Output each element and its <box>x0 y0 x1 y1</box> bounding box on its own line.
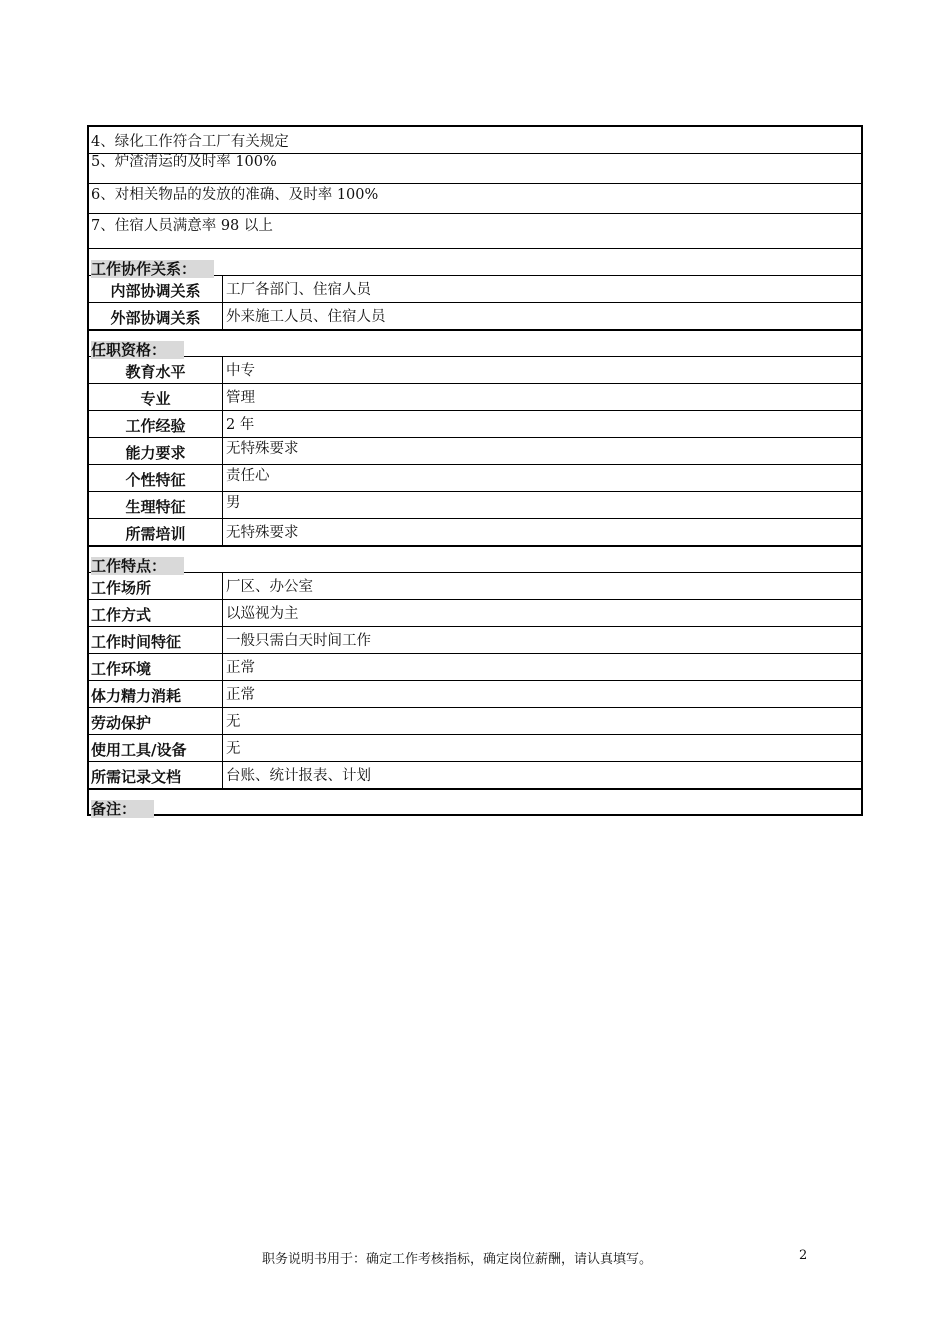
field-label: 专业 <box>89 384 223 410</box>
duty-row <box>89 127 861 153</box>
table-row <box>89 437 861 464</box>
field-value: 工厂各部门、住宿人员 <box>226 282 371 298</box>
field-label: 使用工具/设备 <box>89 735 223 761</box>
field-value: 无 <box>226 741 241 757</box>
field-value: 厂区、办公室 <box>226 579 313 595</box>
table-row <box>89 464 861 491</box>
field-value: 管理 <box>226 390 255 406</box>
duty-text: 7、住宿人员满意率 98 以上 <box>91 218 273 234</box>
field-label: 工作场所 <box>89 573 223 599</box>
duty-row <box>89 213 861 248</box>
table-row <box>89 410 861 437</box>
field-value: 正常 <box>226 660 255 676</box>
field-label: 劳动保护 <box>89 708 223 734</box>
table-row <box>89 275 861 302</box>
table-row <box>89 599 861 626</box>
field-value: 一般只需白天时间工作 <box>226 633 371 649</box>
field-label: 教育水平 <box>89 357 223 383</box>
field-value: 无特殊要求 <box>226 525 299 541</box>
table-row <box>89 761 861 788</box>
table-row <box>89 491 861 518</box>
table-row <box>89 653 861 680</box>
field-label: 外部协调关系 <box>89 303 223 329</box>
field-label: 内部协调关系 <box>89 276 223 302</box>
table-row <box>89 356 861 383</box>
section-title: 备注： <box>91 800 154 818</box>
section-header-qualifications <box>89 329 861 359</box>
field-value: 男 <box>226 495 241 511</box>
job-description-table <box>87 125 863 816</box>
table-row <box>89 572 861 599</box>
field-value: 无特殊要求 <box>226 441 299 457</box>
section-header-remarks <box>89 788 861 818</box>
section-header-characteristics <box>89 545 861 575</box>
field-value: 无 <box>226 714 241 730</box>
field-label: 所需培训 <box>89 519 223 545</box>
field-value: 以巡视为主 <box>226 606 299 622</box>
duty-row <box>89 153 861 183</box>
table-row <box>89 680 861 707</box>
table-row <box>89 707 861 734</box>
page-number: 2 <box>799 1248 808 1263</box>
field-label: 生理特征 <box>89 492 223 518</box>
section-title: 工作特点： <box>91 557 184 575</box>
duty-text: 4、绿化工作符合工厂有关规定 <box>91 134 289 150</box>
field-value: 外来施工人员、住宿人员 <box>226 309 386 325</box>
field-label: 能力要求 <box>89 438 223 464</box>
duty-text: 5、炉渣清运的及时率 100% <box>91 154 277 170</box>
field-label: 工作方式 <box>89 600 223 626</box>
field-label: 体力精力消耗 <box>89 681 223 707</box>
section-title: 工作协作关系： <box>91 260 214 278</box>
field-label: 工作环境 <box>89 654 223 680</box>
table-row <box>89 626 861 653</box>
table-row <box>89 518 861 545</box>
field-value: 2 年 <box>226 417 255 433</box>
field-value: 正常 <box>226 687 255 703</box>
field-value: 台账、统计报表、计划 <box>226 768 371 784</box>
table-row <box>89 383 861 410</box>
page-footer-note: 职务说明书用于：确定工作考核指标，确定岗位薪酬，请认真填写。 <box>262 1252 653 1267</box>
field-label: 个性特征 <box>89 465 223 491</box>
field-value: 责任心 <box>226 468 270 484</box>
field-label: 所需记录文档 <box>89 762 223 788</box>
duty-text: 6、对相关物品的发放的准确、及时率 100% <box>91 187 379 203</box>
table-row <box>89 734 861 761</box>
field-label: 工作时间特征 <box>89 627 223 653</box>
section-title: 任职资格： <box>91 341 184 359</box>
field-value: 中专 <box>226 363 255 379</box>
field-label: 工作经验 <box>89 411 223 437</box>
duty-row <box>89 183 861 213</box>
section-header-cooperation <box>89 248 861 278</box>
table-row <box>89 302 861 329</box>
